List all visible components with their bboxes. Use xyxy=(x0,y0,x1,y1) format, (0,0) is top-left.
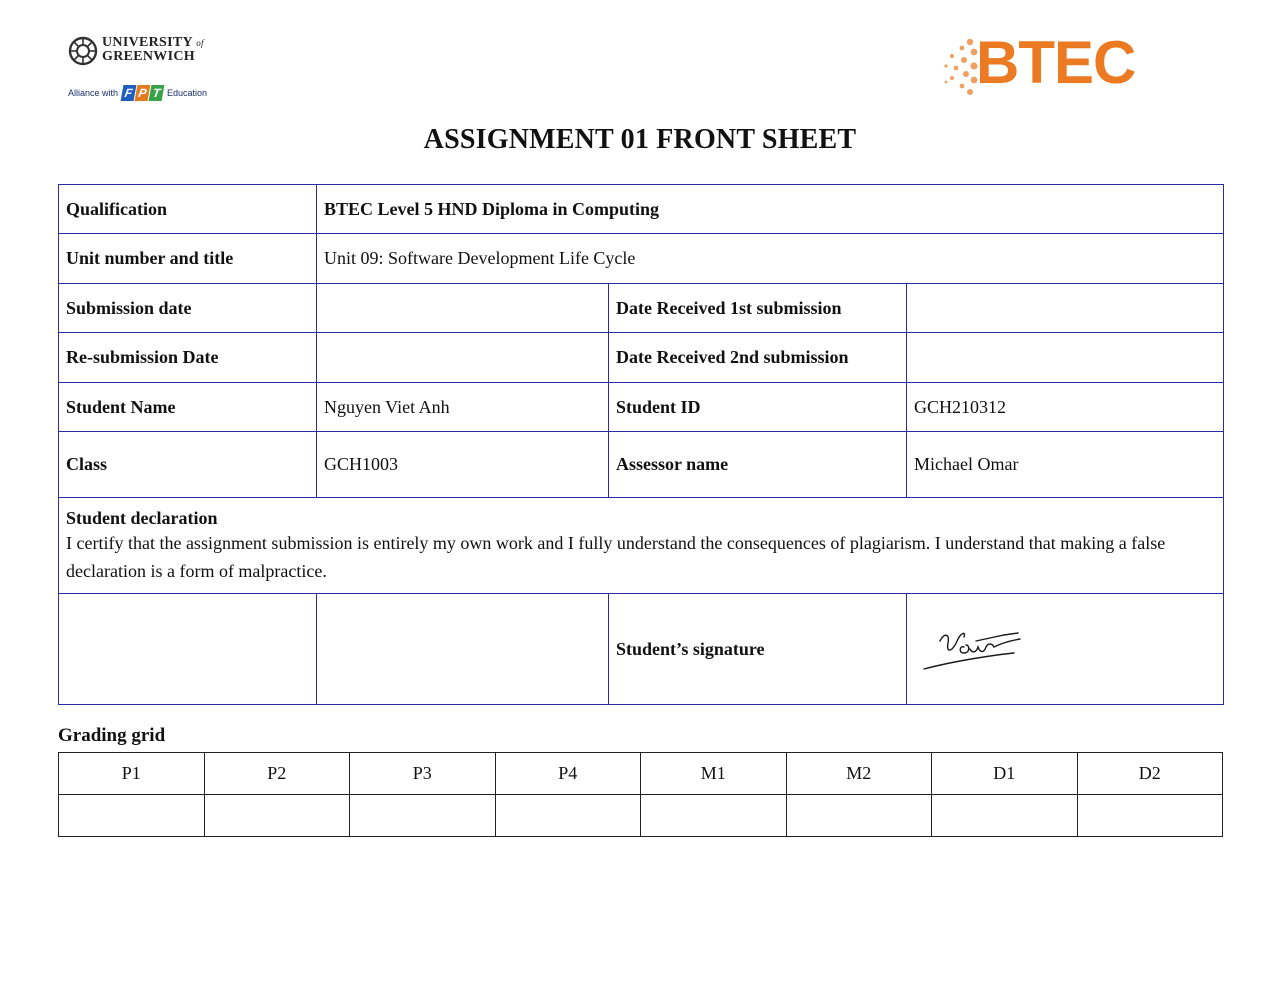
submission-date-field[interactable] xyxy=(317,284,609,333)
btec-logo xyxy=(940,29,1138,100)
signature-label: Student’s signature xyxy=(609,594,907,705)
grading-grid-table xyxy=(58,752,1223,837)
fpt-letter-t: T xyxy=(149,85,165,101)
row-resubmission-date xyxy=(59,333,1224,383)
grade-cell-p3[interactable] xyxy=(350,795,496,837)
grade-cell-m2[interactable] xyxy=(786,795,932,837)
grade-header-m2: M2 xyxy=(786,753,932,795)
row-student-name xyxy=(59,383,1224,432)
date-received-1-field[interactable] xyxy=(907,284,1224,333)
btec-wordmark: BTEC xyxy=(976,29,1136,96)
alliance-text: Alliance with xyxy=(68,88,119,98)
qualification-value: BTEC Level 5 HND Diploma in Computing xyxy=(317,185,1224,234)
grading-header-row xyxy=(59,753,1223,795)
date-received-2-label: Date Received 2nd submission xyxy=(609,333,907,383)
university-line-1: UNIVERSITY xyxy=(102,35,193,50)
row-unit xyxy=(59,234,1224,284)
grade-cell-m1[interactable] xyxy=(641,795,787,837)
row-declaration xyxy=(59,498,1224,594)
university-line-2: GREENWICH xyxy=(102,49,195,64)
declaration-text: I certify that the assignment submission is entirely my own work and I fully understand the consequences of plagiarism. I understand that making a false declaration is a form of malpractice. xyxy=(66,532,1166,581)
row-submission-date xyxy=(59,284,1224,333)
grade-header-p3: P3 xyxy=(350,753,496,795)
row-class xyxy=(59,432,1224,498)
fpt-logo xyxy=(122,85,163,101)
page-title: ASSIGNMENT 01 FRONT SHEET xyxy=(423,124,857,155)
row-qualification xyxy=(59,185,1224,234)
grading-value-row xyxy=(59,795,1223,837)
grade-cell-d2[interactable] xyxy=(1077,795,1223,837)
declaration-heading: Student declaration xyxy=(66,507,218,528)
date-received-2-field[interactable] xyxy=(907,333,1224,383)
fpt-letter-p: P xyxy=(135,85,151,101)
greenwich-seal-icon xyxy=(68,36,98,66)
assessor-name-value: Michael Omar xyxy=(907,432,1224,498)
student-id-value: GCH210312 xyxy=(907,383,1224,432)
university-name xyxy=(102,36,204,64)
grade-header-p2: P2 xyxy=(204,753,350,795)
grade-header-p1: P1 xyxy=(59,753,205,795)
date-received-1-label: Date Received 1st submission xyxy=(609,284,907,333)
front-sheet-table xyxy=(58,184,1224,705)
signature-strokes xyxy=(924,633,1020,669)
signature-row-empty-2 xyxy=(317,594,609,705)
class-label: Class xyxy=(59,432,317,498)
university-of-greenwich-logo xyxy=(66,34,216,102)
signature-cell[interactable] xyxy=(907,594,1224,705)
resubmission-date-field[interactable] xyxy=(317,333,609,383)
signature-row-empty-1 xyxy=(59,594,317,705)
fpt-letter-f: F xyxy=(121,85,137,101)
unit-value: Unit 09: Software Development Life Cycle xyxy=(317,234,1224,284)
qualification-label: Qualification xyxy=(59,185,317,234)
education-text: Education xyxy=(167,88,208,98)
university-of: of xyxy=(196,38,204,48)
grading-grid-title: Grading grid xyxy=(58,725,166,746)
row-signature xyxy=(59,594,1224,705)
grade-header-d1: D1 xyxy=(932,753,1078,795)
unit-label: Unit number and title xyxy=(59,234,317,284)
student-name-label: Student Name xyxy=(59,383,317,432)
grade-header-d2: D2 xyxy=(1077,753,1223,795)
grade-cell-p2[interactable] xyxy=(204,795,350,837)
student-id-label: Student ID xyxy=(609,383,907,432)
grade-header-p4: P4 xyxy=(495,753,641,795)
grade-cell-p4[interactable] xyxy=(495,795,641,837)
fpt-alliance xyxy=(68,82,207,104)
btec-dots-icon xyxy=(940,36,980,96)
student-signature xyxy=(914,619,1044,679)
declaration-cell xyxy=(59,498,1224,594)
assessor-name-label: Assessor name xyxy=(609,432,907,498)
resubmission-date-label: Re-submission Date xyxy=(59,333,317,383)
submission-date-label: Submission date xyxy=(59,284,317,333)
grade-cell-d1[interactable] xyxy=(932,795,1078,837)
grade-header-m1: M1 xyxy=(641,753,787,795)
grade-cell-p1[interactable] xyxy=(59,795,205,837)
student-name-value: Nguyen Viet Anh xyxy=(317,383,609,432)
class-value: GCH1003 xyxy=(317,432,609,498)
